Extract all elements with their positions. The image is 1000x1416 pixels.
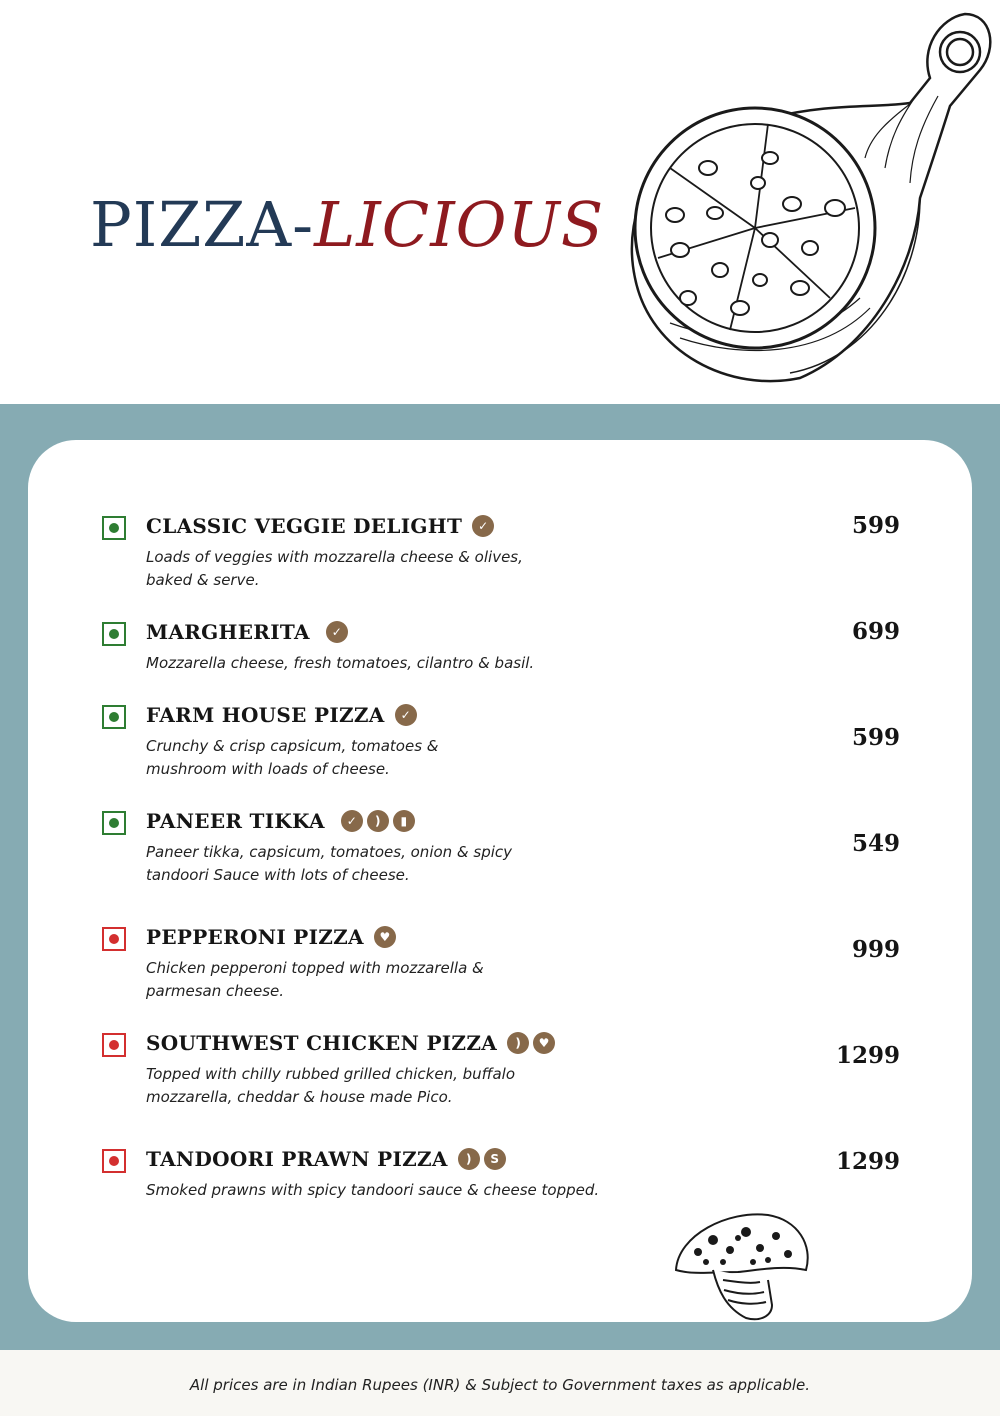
- seafood-icon: S: [484, 1148, 506, 1170]
- veg-dot: [109, 629, 119, 639]
- item-description: Chicken pepperoni topped with mozzarella & parmesan cheese.: [146, 959, 484, 1000]
- item-description: Loads of veggies with mozzarella cheese & olives, baked & serve.: [146, 548, 523, 589]
- item-name-row: [146, 1145, 510, 1173]
- spicy-chili-icon: ): [507, 1032, 529, 1054]
- nonveg-dot: [109, 1156, 119, 1166]
- item-name-row: [146, 1029, 559, 1057]
- pizza-peel-illustration: [620, 8, 995, 388]
- spicy-chili-icon: ): [458, 1148, 480, 1170]
- item-name: SOUTHWEST CHICKEN PIZZA: [146, 1031, 498, 1055]
- item-badges: [472, 515, 498, 537]
- nonveg-dot: [109, 1040, 119, 1050]
- item-name: PANEER TIKKA: [146, 809, 325, 833]
- nonveg-dot: [109, 934, 119, 944]
- item-badges: [395, 704, 421, 726]
- veg-leaf-icon: ✓: [326, 621, 348, 643]
- veg-indicator-icon: [102, 705, 126, 729]
- veg-indicator-icon: [102, 622, 126, 646]
- nonveg-indicator-icon: [102, 1033, 126, 1057]
- item-price: 1299: [835, 1042, 900, 1069]
- item-name-row: [146, 701, 421, 729]
- item-description: Crunchy & crisp capsicum, tomatoes & mushroom with loads of cheese.: [146, 737, 439, 778]
- item-price: 599: [851, 512, 900, 539]
- veg-indicator-icon: [102, 516, 126, 540]
- item-badges: [458, 1148, 510, 1170]
- chicken-icon: ♥: [533, 1032, 555, 1054]
- item-name: FARM HOUSE PIZZA: [146, 703, 385, 727]
- item-description: Topped with chilly rubbed grilled chicken, buffalo mozzarella, cheddar & house made Pico.: [146, 1065, 516, 1106]
- header: [0, 0, 1000, 404]
- item-badges: [374, 926, 400, 948]
- item-name-row: [146, 618, 352, 646]
- item-badges: [507, 1032, 559, 1054]
- veg-dot: [109, 712, 119, 722]
- menu-card: [28, 440, 972, 1322]
- item-price: 1299: [835, 1148, 900, 1175]
- veg-leaf-icon: ✓: [395, 704, 417, 726]
- item-description: Smoked prawns with spicy tandoori sauce & cheese topped.: [146, 1181, 600, 1199]
- page-title: [90, 190, 604, 260]
- veg-indicator-icon: [102, 811, 126, 835]
- spicy-chili-icon: ): [367, 810, 389, 832]
- item-name-row: [146, 923, 400, 951]
- item-badges: [326, 621, 352, 643]
- item-price: 999: [851, 936, 900, 963]
- item-name: MARGHERITA: [146, 620, 310, 644]
- item-description: Mozzarella cheese, fresh tomatoes, cilantro & basil.: [146, 654, 535, 672]
- item-name: TANDOORI PRAWN PIZZA: [146, 1147, 448, 1171]
- footer: [0, 1350, 1000, 1416]
- item-price: 699: [851, 618, 900, 645]
- title-part-2: LICIOUS: [314, 188, 605, 261]
- veg-leaf-icon: ✓: [472, 515, 494, 537]
- dairy-icon: ▮: [393, 810, 415, 832]
- title-part-1: PIZZA-: [90, 188, 315, 261]
- nonveg-indicator-icon: [102, 1149, 126, 1173]
- footer-note: All prices are in Indian Rupees (INR) & Subject to Government taxes as applicable.: [189, 1376, 811, 1394]
- veg-leaf-icon: ✓: [341, 810, 363, 832]
- item-price: 549: [851, 830, 900, 857]
- item-name: PEPPERONI PIZZA: [146, 925, 364, 949]
- item-price: 599: [851, 724, 900, 751]
- item-name-row: [146, 807, 419, 835]
- veg-dot: [109, 818, 119, 828]
- item-description: Paneer tikka, capsicum, tomatoes, onion & spicy tandoori Sauce with lots of cheese.: [146, 843, 513, 884]
- pizza-slice-hand-illustration: [668, 1210, 818, 1322]
- chicken-icon: ♥: [374, 926, 396, 948]
- item-badges: [341, 810, 419, 832]
- item-name: CLASSIC VEGGIE DELIGHT: [146, 514, 463, 538]
- nonveg-indicator-icon: [102, 927, 126, 951]
- veg-dot: [109, 523, 119, 533]
- item-name-row: [146, 512, 498, 540]
